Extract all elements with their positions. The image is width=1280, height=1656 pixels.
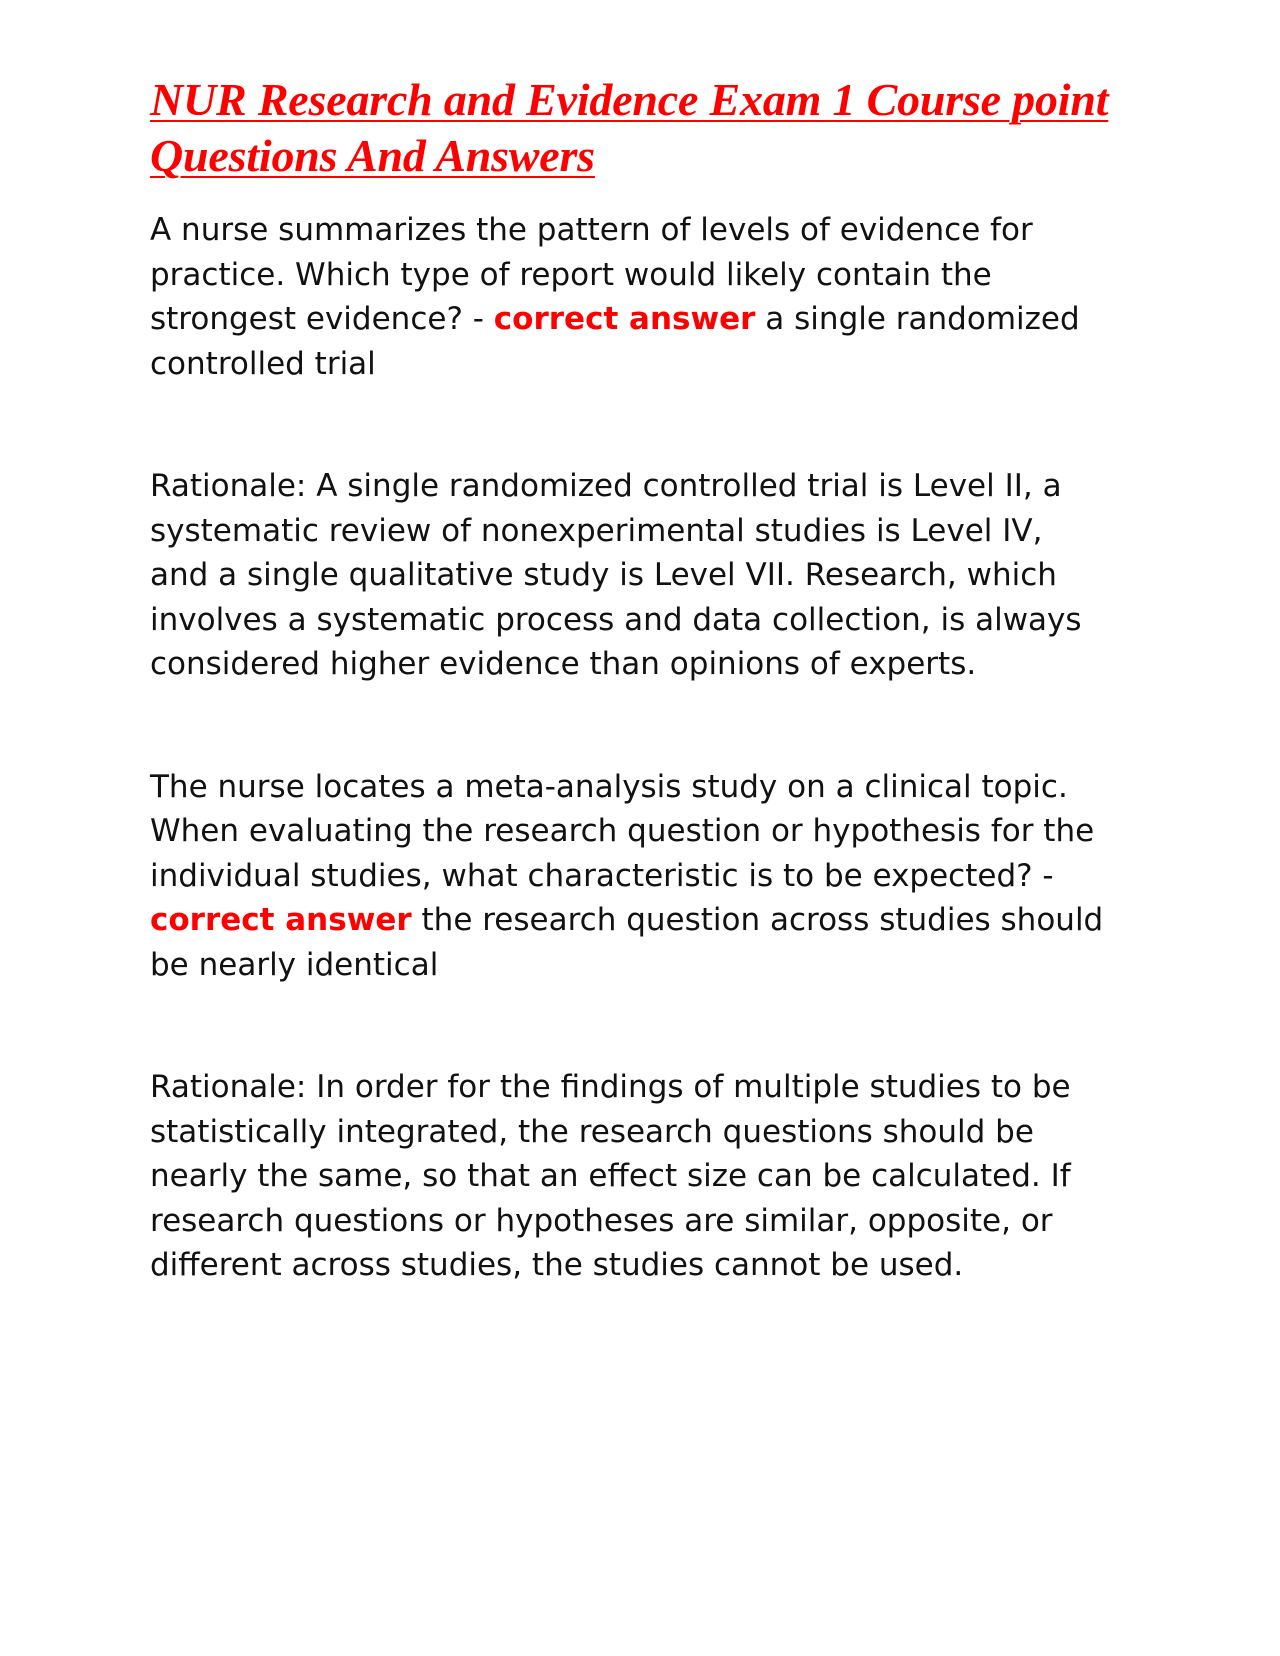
answer-2-text: the research question across studies should be nearly identical (150, 902, 1104, 983)
rationale-2: Rationale: In order for the findings of multiple studies to be statistically integrated, the research questions should be nearly the same, so that an effect size can be calculated. If research questions or hypotheses are similar, opposite, or different across studies, the studies cannot be used. (150, 1069, 1071, 1283)
question-2-text: The nurse locates a meta-analysis study on a clinical topic. When evaluating the research question or hypothesis for the individual studies, what characteristic is to be expected? - (150, 768, 1095, 894)
question-1 (150, 208, 1110, 386)
document-content (150, 72, 1110, 1288)
question-2 (150, 765, 1110, 988)
document-title: NUR Research and Evidence Exam 1 Course point Questions And Answers (150, 74, 1109, 181)
correct-answer-label-1: correct answer (493, 301, 756, 337)
rationale-1: Rationale: A single randomized controlled trial is Level II, a systematic review of nonexperimental studies is Level IV, and a single qualitative study is Level VII. Research, which involves a systematic process and data collection, is always considered higher evidence than opinions of experts. (150, 468, 1082, 682)
correct-answer-label-2: correct answer (150, 902, 412, 938)
answer-1-text: a single randomized controlled trial (150, 301, 1080, 382)
question-1-text: A nurse summarizes the pattern of levels of evidence for practice. Which type of report would likely contain the strongest evidence? - (150, 212, 1033, 337)
